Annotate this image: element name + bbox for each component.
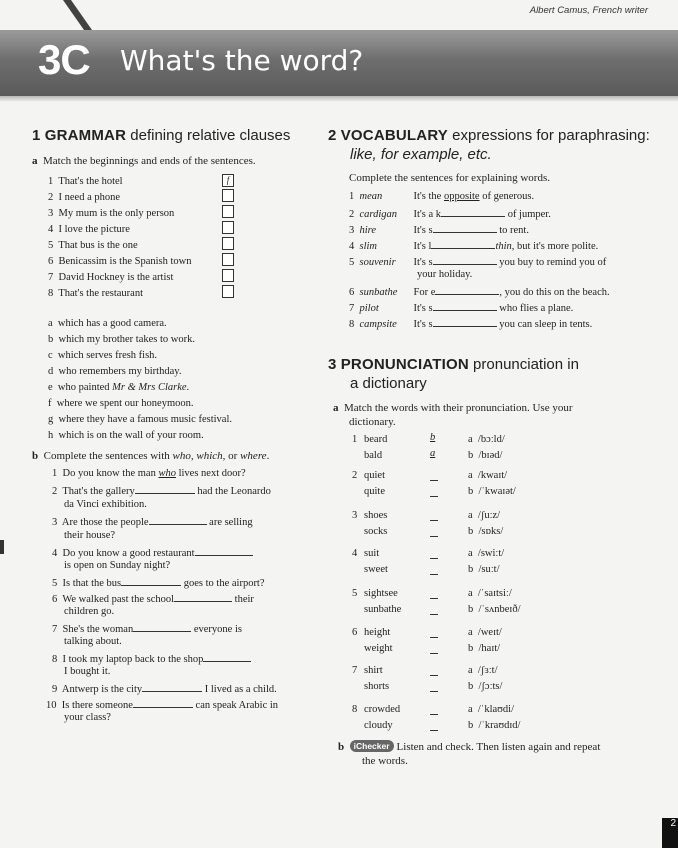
list-item: a which has a good camera. (48, 318, 167, 329)
list-item: 10 Is there someone can speak Arabic in (46, 700, 279, 711)
pronunciation-heading: 3 PRONUNCIATION pronunciation in (328, 356, 579, 373)
word-2: socks (364, 526, 388, 537)
answer-blank[interactable] (430, 614, 438, 615)
phonetic-b: b /bɪəd/ (468, 450, 503, 461)
list-item: c which serves fresh fish. (48, 350, 158, 361)
list-item: 2 That's the gallery had the Leonardo (52, 486, 271, 497)
list-item: 8 That's the restaurant (48, 288, 144, 299)
word-1: shoes (364, 510, 388, 521)
answer-box[interactable] (222, 221, 234, 234)
list-item: 5 Is that the bus goes to the airport? (52, 578, 265, 589)
phonetic-a: a /bɔːld/ (468, 434, 505, 445)
list-item: 8 campsite It's s you can sleep in tents. (349, 319, 593, 330)
word-1: quiet (364, 470, 385, 481)
answer-blank[interactable] (435, 285, 499, 295)
pair-number: 2 (352, 470, 358, 481)
pair-number: 8 (352, 704, 358, 715)
word-1: crowded (364, 704, 401, 715)
list-item: b which my brother takes to work. (48, 334, 195, 345)
list-item: 7 She's the woman everyone is (52, 624, 242, 635)
answer-blank[interactable] (431, 239, 495, 249)
exercise-a-instruction (32, 155, 256, 167)
answer-blank[interactable] (430, 675, 438, 676)
pair-number: 4 (352, 548, 358, 559)
answer-blank[interactable] (433, 317, 497, 327)
list-item: 6 Benicassim is the Spanish town (48, 256, 192, 267)
phonetic-b: b /suːt/ (468, 564, 500, 575)
list-item: 7 pilot It's s who flies a plane. (349, 303, 574, 314)
exercise-b-listen-cont: the words. (362, 755, 408, 767)
answer-blank[interactable] (433, 255, 497, 265)
word-2: sweet (364, 564, 388, 575)
list-item: 1 That's the hotel (48, 176, 123, 187)
banner-shadow (0, 96, 678, 102)
pronunciation-subheading: a dictionary (350, 375, 427, 392)
answer-blank[interactable]: who (158, 468, 176, 479)
answer-blank[interactable] (430, 730, 438, 731)
list-item: 9 Antwerp is the city I lived as a child. (52, 684, 277, 695)
phonetic-a: a /swiːt/ (468, 548, 505, 559)
answer-blank[interactable] (430, 496, 438, 497)
word-1: suit (364, 548, 380, 559)
list-item-continued: children go. (64, 606, 115, 617)
list-item: 4 I love the picture (48, 224, 130, 235)
answer-box[interactable] (222, 205, 234, 218)
list-item: d who remembers my birthday. (48, 366, 182, 377)
answer-blank[interactable] (433, 223, 497, 233)
section-topic: defining relative clauses (130, 127, 291, 144)
exercise-letter: a (32, 155, 38, 167)
list-item: 1 Do you know the man who lives next door? (52, 468, 246, 479)
section-number: 1 (32, 127, 41, 144)
phonetic-a: a /ʃuːz/ (468, 510, 501, 521)
phonetic-a: a /weɪt/ (468, 627, 502, 638)
list-item: 3 Are those the people are selling (52, 517, 253, 528)
unit-number: 3C (38, 36, 90, 83)
list-item-continued: is open on Sunday night? (64, 560, 171, 571)
list-item: 6 sunbathe For e , you do this on the beach. (349, 287, 610, 298)
list-item-continued: your class? (64, 712, 111, 723)
list-item: 7 David Hockney is the artist (48, 272, 174, 283)
word-2: weight (364, 643, 393, 654)
pair-number: 6 (352, 627, 358, 638)
answer-blank[interactable] (203, 652, 251, 662)
answer-box[interactable]: f (222, 174, 234, 187)
phonetic-a: a /ˈklaʊdi/ (468, 704, 515, 715)
answer-box[interactable] (222, 285, 234, 298)
phonetic-a: a /ˈsaɪtsiː/ (468, 588, 512, 599)
word-1: sightsee (364, 588, 398, 599)
answer-blank[interactable] (430, 691, 438, 692)
list-item-continued: their house? (64, 530, 116, 541)
exercise-b-listen: b iChecker Listen and check. Then listen again and repeat (338, 741, 601, 753)
section-label: GRAMMAR (44, 127, 127, 144)
word-2: quite (364, 486, 385, 497)
quote-author: Albert Camus, French writer (529, 5, 648, 16)
phonetic-b: b /ˈsʌnbeɪð/ (468, 604, 521, 615)
phonetic-b: b /ʃɔːts/ (468, 681, 503, 692)
list-item-continued: da Vinci exhibition. (64, 499, 147, 510)
word-1: beard (364, 434, 388, 445)
answer-box[interactable] (222, 269, 234, 282)
answer-blank[interactable] (430, 714, 438, 715)
answer-blank[interactable] (430, 520, 438, 521)
list-item: e who painted Mr & Mrs Clarke. (48, 382, 190, 393)
pair-number: 3 (352, 510, 358, 521)
answer-blank[interactable]: b (430, 432, 436, 443)
list-item-continued: your holiday. (417, 269, 473, 280)
answer-blank[interactable] (149, 515, 207, 525)
list-item: 5 souvenir It's s you buy to remind you of (349, 257, 607, 268)
answer-blank[interactable] (441, 207, 505, 217)
answer-blank[interactable] (142, 682, 202, 692)
answer-blank[interactable] (133, 698, 193, 708)
answer-blank[interactable] (430, 480, 438, 481)
list-item: 2 I need a phone (48, 192, 121, 203)
list-item-continued: I bought it. (64, 666, 111, 677)
phonetic-a: a /ʃɜːt/ (468, 665, 498, 676)
word-1: shirt (364, 665, 383, 676)
binding-mark (0, 540, 4, 554)
page-title: What's the word? (120, 44, 364, 77)
list-item: f where we spent our honeymoon. (48, 398, 194, 409)
word-2: shorts (364, 681, 390, 692)
list-item: 5 That bus is the one (48, 240, 138, 251)
word-2: cloudy (364, 720, 393, 731)
answer-blank[interactable] (430, 637, 438, 638)
phonetic-b: b /haɪt/ (468, 643, 501, 654)
answer-blank[interactable] (133, 622, 191, 632)
answer-blank[interactable] (430, 653, 438, 654)
vocabulary-heading: 2 VOCABULARY expressions for paraphrasing: (328, 127, 650, 144)
answer-box[interactable] (222, 189, 234, 202)
word-2: bald (364, 450, 383, 461)
answer-blank[interactable] (430, 574, 438, 575)
pronunciation-instruction-cont: dictionary. (349, 416, 396, 428)
list-item: h which is on the wall of your room. (48, 430, 204, 441)
exercise-b-instruction: b Complete the sentences with who, which, or where. (32, 450, 270, 462)
word-1: height (364, 627, 391, 638)
list-item-continued: talking about. (64, 636, 122, 647)
answer-box[interactable] (222, 253, 234, 266)
answer-blank[interactable] (430, 536, 438, 537)
answer-blank[interactable] (430, 558, 438, 559)
answer-blank[interactable] (135, 484, 195, 494)
answer-blank[interactable] (174, 592, 232, 602)
page-number: 2 (662, 818, 678, 848)
list-item: 6 We walked past the school their (52, 594, 254, 605)
list-item: 4 Do you know a good restaurant (52, 546, 253, 559)
vocabulary-subheading: like, for example, etc. (350, 146, 492, 163)
phonetic-b: b /sɒks/ (468, 526, 504, 537)
answer-blank[interactable] (195, 546, 253, 556)
list-item: 1 mean It's the opposite of generous. (349, 191, 535, 202)
ichecker-badge[interactable]: iChecker (350, 740, 394, 752)
word-2: sunbathe (364, 604, 402, 615)
list-item: 3 My mum is the only person (48, 208, 175, 219)
grammar-heading (32, 127, 290, 144)
phonetic-a: a /kwaɪt/ (468, 470, 508, 481)
vocabulary-instruction: Complete the sentences for explaining words. (349, 172, 551, 184)
list-item: 3 hire It's s to rent. (349, 225, 529, 236)
pair-number: 5 (352, 588, 358, 599)
answer-blank[interactable] (121, 576, 181, 586)
pair-number: 1 (352, 434, 358, 445)
answer-box[interactable] (222, 237, 234, 250)
answer-blank[interactable] (430, 598, 438, 599)
list-item: 2 cardigan It's a k of jumper. (349, 209, 551, 220)
phonetic-b: b /ˈkraʊdɪd/ (468, 720, 521, 731)
answer-blank[interactable]: a (430, 448, 436, 459)
list-item: 4 slim It's l thin, but it's more polite. (349, 241, 599, 252)
phonetic-b: b /ˈkwaɪət/ (468, 486, 516, 497)
pronunciation-instruction: a Match the words with their pronunciation. Use your (333, 402, 573, 414)
list-item: g where they have a famous music festival. (48, 414, 232, 425)
pair-number: 7 (352, 665, 358, 676)
instruction-text: Match the beginnings and ends of the sentences. (43, 155, 256, 167)
list-item: 8 I took my laptop back to the shop (52, 652, 251, 665)
answer-blank[interactable] (433, 301, 497, 311)
